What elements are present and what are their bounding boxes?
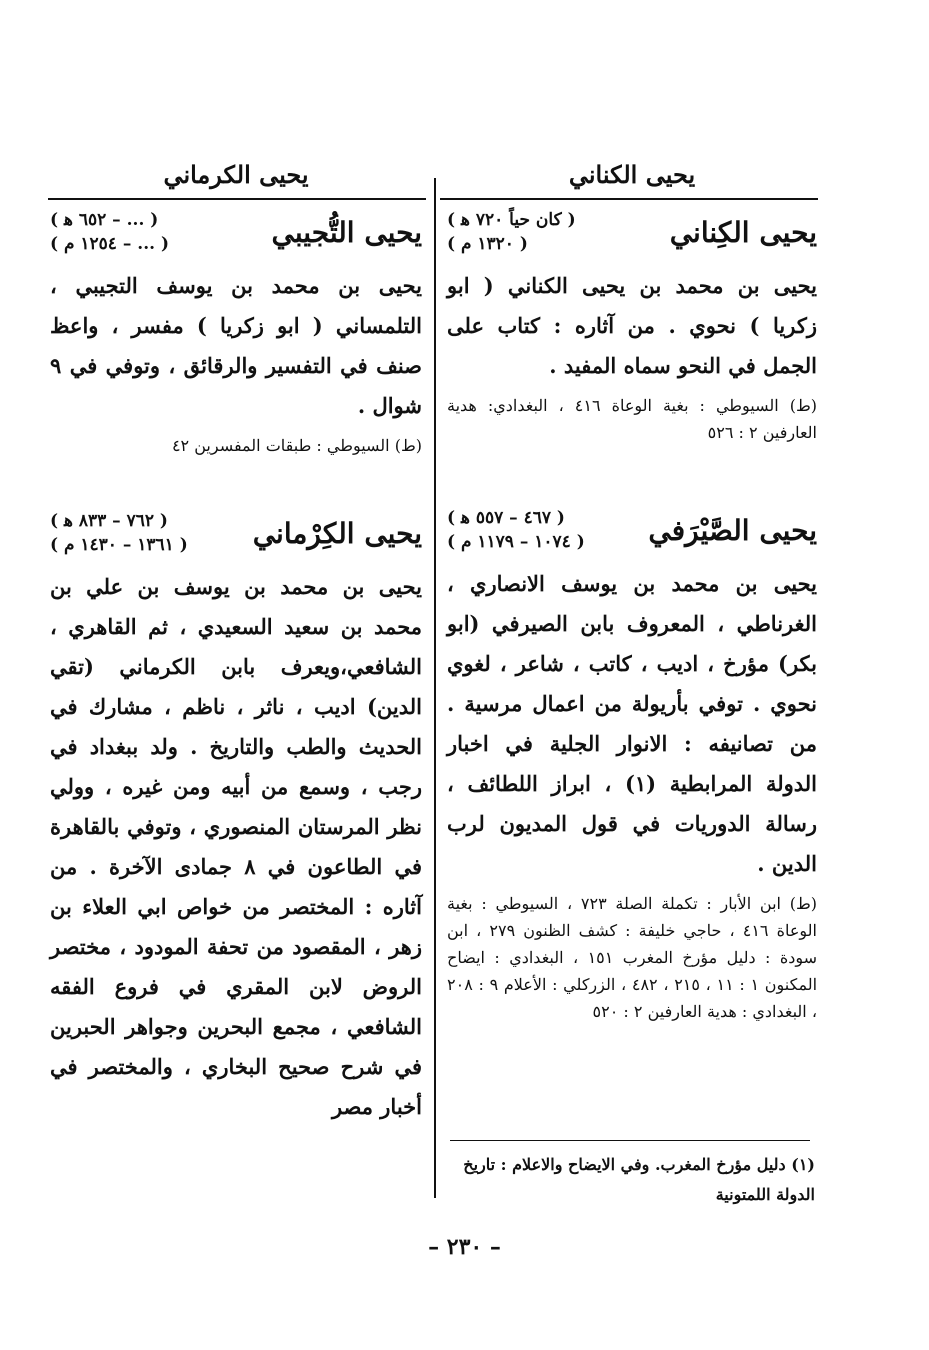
dates-hijri: ( كان حياً ٧٢٠ ﻫ ) xyxy=(447,210,576,230)
entry-body: يحيى بن محمد بن يوسف الانصاري ، الغرناطي ، المعروف بابن الصيرفي (ابو بكر) مؤرخ ، اديب ، كاتب ، شاعر ، لغوي نحوي . توفي بأريولة من اعمال مرسية . من تصانيفه : الانوار الجلية في اخبار الدولة المرابطية (١) ، ابراز اللطائف ، رسالة الدوريات في قول المديون لرب الدين . xyxy=(447,571,818,876)
entry-body: يحيى بن محمد بن يوسف بن علي بن محمد بن سعيد السعيدي ، ثم القاهري ، الشافعي،ويعرف بابن الكرماني (تقي الدين) اديب ، ناثر ، ناظم ، مشارك في الحديث والطب والتاريخ . ولد ببغداد في رجب ، وسمع من أبيه ومن غيره ، وولي نظر المرستان المنصوري ، وتوفي بالقاهرة في الطاعون في ٨ جمادى الآخرة . من آثاره : المختصر من خواص ابي العلاء بن زهر ، المقصود من تحفة المودود ، مختصر الروض لابن المقري في فروع الفقه الشافعي ، مجمع البحرين وجواهر الحبرين في شرح صحيح البخاري ، والمختصر في أخبار مصر xyxy=(50,574,422,1119)
dates-hijri: ( ٧٦٢ – ٨٣٣ ﻫ ) xyxy=(50,511,168,531)
right-column-header: يحيى الكناني xyxy=(568,160,696,189)
column-divider xyxy=(434,178,436,1198)
entry-name: يحيى الصَّيْرَفي xyxy=(648,513,817,547)
entry-references: (ط) ابن الأبار : تكملة الصلة ٧٢٣ ، السيوطي : بغية الوعاة ٤١٦ ، حاجي خليفة : كشف الظنون ٢٧٩ ، ابن سودة : دليل مؤرخ المغرب ١٥١ ، البغدادي : ايضاح المكنون ١ : ١١ ، ٢١٥ ، ٤٨٢ ، الزركلي : الأعلام ٩ : ٢٠٨ ، البغدادي : هدية العارفين ٢ : ٥٢٠ xyxy=(447,894,818,1021)
left-header-rule xyxy=(48,198,426,200)
entry-kirmani xyxy=(50,509,422,1127)
left-column-header: يحيى الكرماني xyxy=(163,160,309,189)
footnote: (١) دليل مؤرخ المغرب. وفي الايضاح والاعلام : تاريخ الدولة اللمتونية xyxy=(463,1155,815,1204)
dates-ad: ( ١٠٧٤ – ١١٧٩ م ) xyxy=(447,532,585,552)
entry-sayrafi xyxy=(447,506,817,1025)
entry-header xyxy=(447,506,817,554)
entry-header xyxy=(447,208,817,256)
dates-ad: ( ١٣٢٠ م ) xyxy=(447,234,528,254)
entry-references: (ط) السيوطي : طبقات المفسرين ٤٢ xyxy=(171,436,422,455)
dates-hijri: ( ... – ٦٥٢ ﻫ ) xyxy=(50,210,159,230)
left-column xyxy=(50,208,422,1127)
entry-dates xyxy=(447,208,576,256)
right-column xyxy=(447,208,817,1025)
entry-dates xyxy=(50,208,169,256)
page-number: – ٢٣٠ – xyxy=(428,1234,501,1260)
entry-body: يحيى بن محمد بن يحيى الكناني ( ابو زكريا ) نحوي . من آثاره : كتاب على الجمل في النحو سماه المفيد . xyxy=(447,273,817,378)
right-header-rule xyxy=(440,198,818,200)
entry-kinani xyxy=(447,208,817,446)
dates-ad: ( ... – ١٢٥٤ م ) xyxy=(50,234,169,254)
entry-dates xyxy=(50,509,188,557)
entry-name: يحيى الكِناني xyxy=(669,215,817,249)
entry-body: يحيى بن محمد بن يوسف التجيبي ، التلمساني ( ابو زكريا ) مفسر ، واعظ صنف في التفسير والرقائق ، وتوفي في ٩ شوال . xyxy=(50,273,422,418)
entry-tujibi xyxy=(50,208,422,459)
footnote-rule xyxy=(450,1140,810,1141)
entry-references: (ط) السيوطي : بغية الوعاة ٤١٦ ، البغدادي: هدية العارفين ٢ : ٥٢٦ xyxy=(447,396,817,442)
entry-header xyxy=(50,208,422,256)
entry-name: يحيى التُّجيبي xyxy=(271,215,422,249)
entry-name: يحيى الكِرْماني xyxy=(252,516,422,550)
entry-dates xyxy=(447,506,585,554)
dates-hijri: ( ٤٦٧ – ٥٥٧ ﻫ ) xyxy=(447,508,565,528)
dates-ad: ( ١٣٦١ – ١٤٣٠ م ) xyxy=(50,535,188,555)
entry-header xyxy=(50,509,422,557)
